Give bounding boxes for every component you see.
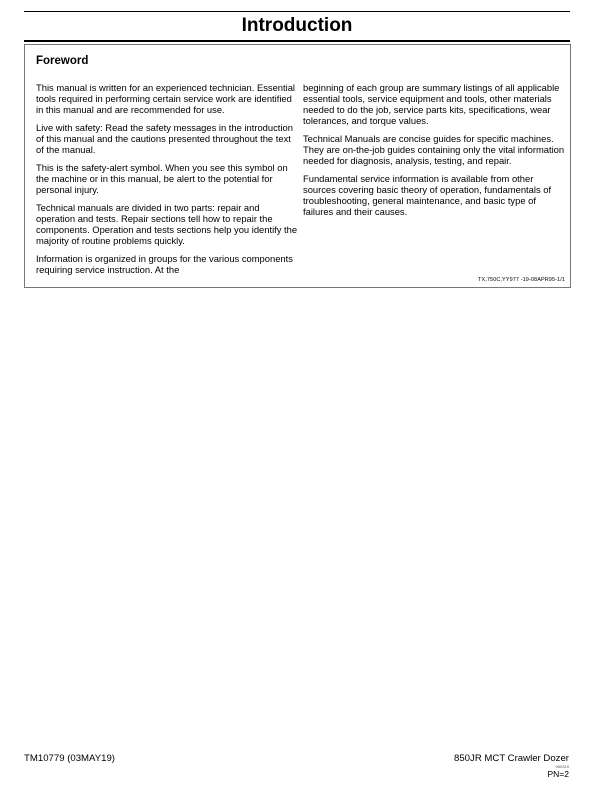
footer-page-number: PN=2 bbox=[547, 769, 569, 779]
paragraph: beginning of each group are summary listings of all applicable essential tools, service equipment and tools, other materials needed to do the job, service parts kits, specifications, wear tolerances, and torque values. bbox=[303, 82, 560, 126]
footer-tiny-code: 050319 bbox=[555, 764, 569, 769]
footer-manual-id: TM10779 (03MAY19) bbox=[24, 753, 116, 764]
paragraph: Technical manuals are divided in two parts: repair and operation and tests. Repair sections tell how to repair the components. Operation and tests sections help you identify the majority of routine problems quickly. bbox=[36, 202, 298, 246]
paragraph: This is the safety-alert symbol. When you see this symbol on the machine or in this manual, be alert to the potential for personal injury. bbox=[36, 162, 288, 195]
foreword-section bbox=[24, 44, 571, 288]
right-column bbox=[303, 82, 568, 224]
section-heading: Foreword bbox=[36, 55, 89, 67]
reference-code: TX,750C,YY977 -19-08APR95-1/1 bbox=[478, 277, 565, 283]
paragraph: Technical Manuals are concise guides for specific machines. They are on-the-job guides containing only the vital information needed for diagnosis, analysis, testing, and repair. bbox=[303, 133, 565, 166]
paragraph: Fundamental service information is available from other sources covering basic theory of operation, fundamentals of troubleshooting, general maintenance, and basic type of failures and their causes. bbox=[303, 173, 552, 217]
paragraph: Information is organized in groups for the various components requiring service instruction. At the bbox=[36, 253, 293, 275]
paragraph: Live with safety: Read the safety messages in the introduction of this manual and the cautions presented throughout the text of the manual. bbox=[36, 122, 293, 155]
page-title: Introduction bbox=[24, 11, 570, 42]
paragraph: This manual is written for an experienced technician. Essential tools required in performing certain service work are identified in this manual and are recommended for use. bbox=[36, 82, 295, 115]
footer-machine-name: 850JR MCT Crawler Dozer bbox=[454, 753, 569, 764]
left-column bbox=[36, 82, 301, 282]
